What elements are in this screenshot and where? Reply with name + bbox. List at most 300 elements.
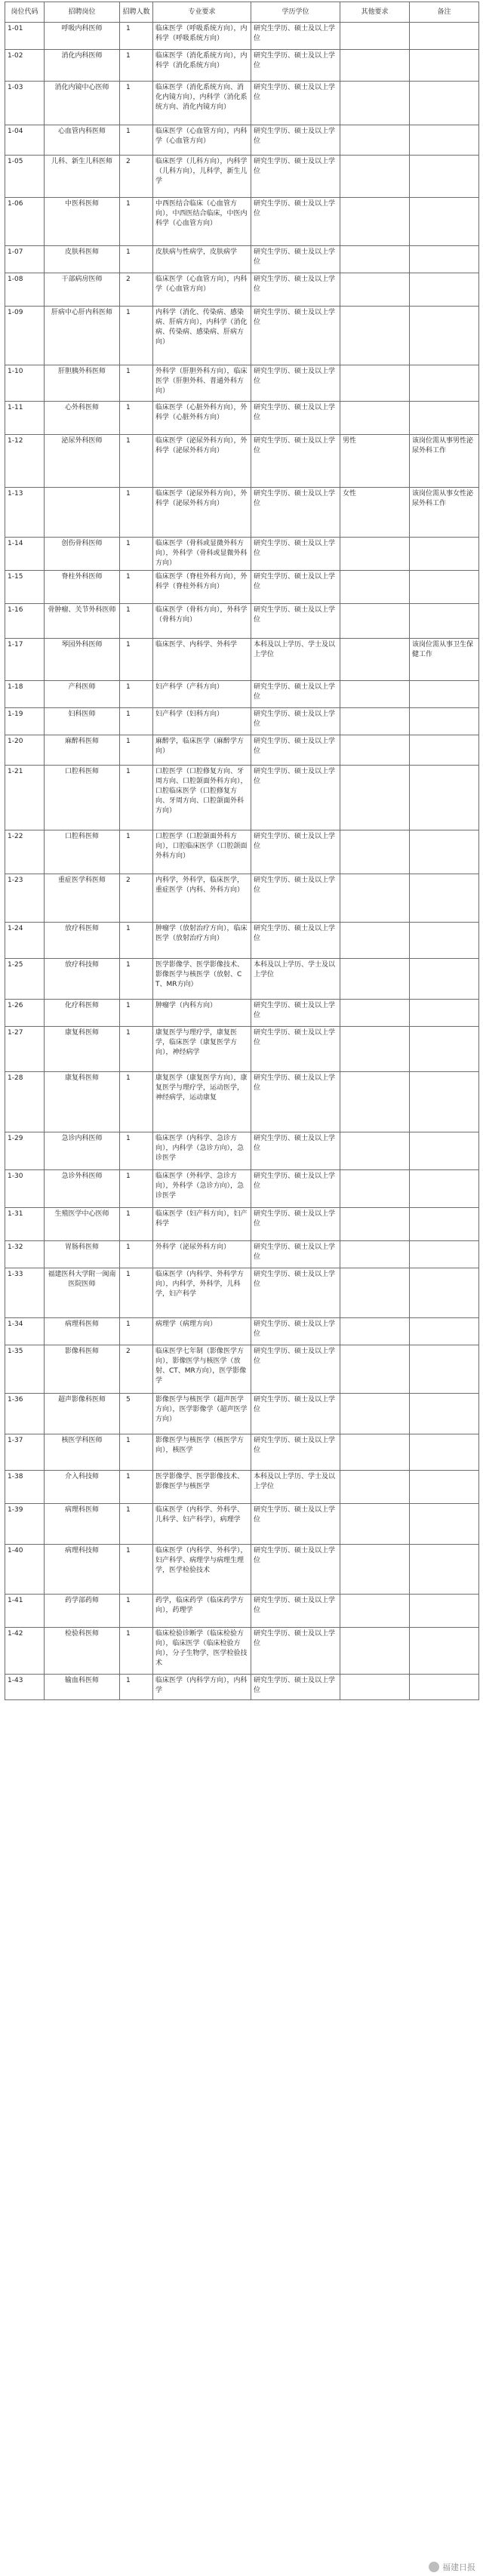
cell-other xyxy=(340,1345,410,1394)
cell-edu: 研究生学历、硕士及以上学位 xyxy=(251,1170,340,1208)
cell-num: 2 xyxy=(120,273,153,307)
cell-note xyxy=(410,23,479,50)
cell-code: 1-35 xyxy=(5,1345,45,1394)
cell-note xyxy=(410,125,479,156)
cell-code: 1-10 xyxy=(5,365,45,402)
cell-num: 1 xyxy=(120,959,153,1000)
cell-note xyxy=(410,1241,479,1268)
cell-edu: 研究生学历、硕士及以上学位 xyxy=(251,1394,340,1434)
cell-major: 临床医学（呼吸系统方向），内科学（呼吸系统方向） xyxy=(153,23,251,50)
cell-major: 临床医学（泌尿外科方向），外科学（泌尿外科方向） xyxy=(153,488,251,538)
cell-major: 临床医学（心脏外科方向），外科学（心脏外科方向） xyxy=(153,402,251,435)
cell-other xyxy=(340,1268,410,1318)
cell-major: 口腔医学（口腔修复方向、牙周方向、口腔颌面外科方向），口腔临床医学（口腔修复方向、牙周方向、口腔颌面外科方向） xyxy=(153,766,251,830)
table-row xyxy=(5,1471,479,1504)
cell-post: 放疗科技师 xyxy=(45,959,120,1000)
cell-code: 1-23 xyxy=(5,874,45,923)
cell-code: 1-43 xyxy=(5,1675,45,1700)
cell-num: 1 xyxy=(120,639,153,681)
cell-other xyxy=(340,307,410,365)
cell-post: 病理科医师 xyxy=(45,1318,120,1345)
cell-code: 1-11 xyxy=(5,402,45,435)
cell-edu: 研究生学历、硕士及以上学位 xyxy=(251,23,340,50)
cell-edu: 本科及以上学历、学士及以上学位 xyxy=(251,959,340,1000)
cell-note xyxy=(410,1268,479,1318)
table-row xyxy=(5,1072,479,1132)
cell-code: 1-28 xyxy=(5,1072,45,1132)
cell-num: 1 xyxy=(120,125,153,156)
cell-other xyxy=(340,571,410,604)
cell-num: 1 xyxy=(120,923,153,959)
cell-num: 1 xyxy=(120,1675,153,1700)
cell-post: 皮肤科医师 xyxy=(45,246,120,273)
cell-other xyxy=(340,1545,410,1595)
cell-note xyxy=(410,923,479,959)
cell-edu: 研究生学历、硕士及以上学位 xyxy=(251,1208,340,1241)
cell-note xyxy=(410,50,479,82)
cell-note xyxy=(410,1208,479,1241)
table-row xyxy=(5,365,479,402)
cell-code: 1-03 xyxy=(5,82,45,125)
table-row xyxy=(5,1545,479,1595)
cell-edu: 研究生学历、硕士及以上学位 xyxy=(251,1434,340,1471)
cell-other xyxy=(340,923,410,959)
cell-post: 重症医学科医师 xyxy=(45,874,120,923)
cell-major: 临床医学（内科学、外科学），妇产科学、病理学与病理生理学，医学检验技术 xyxy=(153,1545,251,1595)
cell-code: 1-40 xyxy=(5,1545,45,1595)
cell-post: 脊柱外科医师 xyxy=(45,571,120,604)
cell-major: 康复医学与理疗学，康复医学，临床医学（康复医学方向），神经病学 xyxy=(153,1027,251,1072)
cell-other xyxy=(340,1208,410,1241)
table-row xyxy=(5,571,479,604)
cell-note xyxy=(410,1000,479,1027)
cell-code: 1-16 xyxy=(5,604,45,639)
cell-code: 1-22 xyxy=(5,830,45,874)
cell-num: 1 xyxy=(120,1471,153,1504)
table-row xyxy=(5,1208,479,1241)
cell-num: 1 xyxy=(120,1170,153,1208)
watermark-text: 福建日报 xyxy=(442,2562,475,2572)
cell-edu: 研究生学历、硕士及以上学位 xyxy=(251,435,340,488)
cell-post: 创伤骨科医师 xyxy=(45,538,120,571)
cell-num: 1 xyxy=(120,604,153,639)
table-row xyxy=(5,1434,479,1471)
cell-post: 检验科医师 xyxy=(45,1628,120,1675)
cell-major: 外科学（泌尿外科方向） xyxy=(153,1241,251,1268)
cell-post: 肝病中心肝内科医师 xyxy=(45,307,120,365)
cell-other xyxy=(340,1434,410,1471)
cell-note xyxy=(410,538,479,571)
cell-post: 心外科医师 xyxy=(45,402,120,435)
cell-other xyxy=(340,708,410,735)
cell-edu: 研究生学历、硕士及以上学位 xyxy=(251,273,340,307)
cell-post: 康复科医师 xyxy=(45,1027,120,1072)
cell-other xyxy=(340,735,410,766)
cell-edu: 研究生学历、硕士及以上学位 xyxy=(251,830,340,874)
cell-post: 超声影像科医师 xyxy=(45,1394,120,1434)
cell-major: 临床医学（内科学方向），内科学 xyxy=(153,1675,251,1700)
cell-code: 1-39 xyxy=(5,1504,45,1545)
cell-note xyxy=(410,1504,479,1545)
cell-num: 1 xyxy=(120,766,153,830)
cell-post: 肝胆胰外科医师 xyxy=(45,365,120,402)
cell-num: 1 xyxy=(120,307,153,365)
table-row xyxy=(5,830,479,874)
cell-edu: 研究生学历、硕士及以上学位 xyxy=(251,1132,340,1170)
cell-note xyxy=(410,1471,479,1504)
cell-code: 1-05 xyxy=(5,156,45,198)
cell-post: 口腔科医师 xyxy=(45,830,120,874)
cell-note xyxy=(410,273,479,307)
cell-post: 中医科医师 xyxy=(45,198,120,246)
cell-note: 该岗位需从事男性泌尿外科工作 xyxy=(410,435,479,488)
cell-other xyxy=(340,874,410,923)
cell-num: 1 xyxy=(120,1000,153,1027)
cell-other xyxy=(340,402,410,435)
cell-other xyxy=(340,246,410,273)
cell-note xyxy=(410,708,479,735)
cell-edu: 研究生学历、硕士及以上学位 xyxy=(251,1675,340,1700)
cell-num: 2 xyxy=(120,874,153,923)
cell-other xyxy=(340,1000,410,1027)
cell-post: 急诊内科医师 xyxy=(45,1132,120,1170)
table-row xyxy=(5,1318,479,1345)
cell-edu: 研究生学历、硕士及以上学位 xyxy=(251,1000,340,1027)
table-row xyxy=(5,307,479,365)
header-major: 专业要求 xyxy=(153,2,251,23)
cell-other xyxy=(340,1318,410,1345)
cell-num: 1 xyxy=(120,1132,153,1170)
table-row xyxy=(5,1000,479,1027)
table-row xyxy=(5,708,479,735)
cell-major: 康复医学（康复医学方向），康复医学与理疗学，运动医学，神经病学，运动康复 xyxy=(153,1072,251,1132)
cell-note xyxy=(410,1072,479,1132)
cell-post: 影像科医师 xyxy=(45,1345,120,1394)
cell-num: 1 xyxy=(120,82,153,125)
header-other: 其他要求 xyxy=(340,2,410,23)
cell-edu: 研究生学历、硕士及以上学位 xyxy=(251,82,340,125)
cell-num: 1 xyxy=(120,1434,153,1471)
cell-edu: 研究生学历、硕士及以上学位 xyxy=(251,402,340,435)
cell-code: 1-25 xyxy=(5,959,45,1000)
cell-num: 2 xyxy=(120,156,153,198)
cell-edu: 研究生学历、硕士及以上学位 xyxy=(251,246,340,273)
wechat-logo-icon xyxy=(429,2562,439,2572)
cell-num: 1 xyxy=(120,538,153,571)
cell-other xyxy=(340,639,410,681)
cell-edu: 研究生学历、硕士及以上学位 xyxy=(251,1628,340,1675)
cell-code: 1-13 xyxy=(5,488,45,538)
cell-post: 药学部药师 xyxy=(45,1595,120,1628)
cell-edu: 研究生学历、硕士及以上学位 xyxy=(251,708,340,735)
cell-other xyxy=(340,604,410,639)
table-row xyxy=(5,1132,479,1170)
cell-major: 医学影像学、医学影像技术、影像医学与核医学（放射、CT、MR方向） xyxy=(153,959,251,1000)
cell-num: 1 xyxy=(120,1545,153,1595)
table-row xyxy=(5,959,479,1000)
cell-note: 该岗位需从事卫生保健工作 xyxy=(410,639,479,681)
cell-other xyxy=(340,1471,410,1504)
cell-num: 1 xyxy=(120,50,153,82)
table-row xyxy=(5,874,479,923)
table-row xyxy=(5,1268,479,1318)
cell-code: 1-06 xyxy=(5,198,45,246)
cell-note xyxy=(410,402,479,435)
table-row xyxy=(5,766,479,830)
cell-code: 1-20 xyxy=(5,735,45,766)
cell-post: 麻醉科医师 xyxy=(45,735,120,766)
cell-major: 临床医学（内科学、外科学、儿科学、妇产科学），病理学 xyxy=(153,1504,251,1545)
cell-code: 1-27 xyxy=(5,1027,45,1072)
table-row xyxy=(5,23,479,50)
cell-post: 介入科技师 xyxy=(45,1471,120,1504)
cell-num: 1 xyxy=(120,402,153,435)
cell-other xyxy=(340,1504,410,1545)
cell-other xyxy=(340,82,410,125)
cell-post: 输血科医师 xyxy=(45,1675,120,1700)
cell-other xyxy=(340,766,410,830)
cell-edu: 研究生学历、硕士及以上学位 xyxy=(251,1072,340,1132)
cell-note xyxy=(410,735,479,766)
cell-num: 1 xyxy=(120,435,153,488)
table-row xyxy=(5,273,479,307)
cell-post: 心血管内科医师 xyxy=(45,125,120,156)
cell-code: 1-18 xyxy=(5,681,45,708)
cell-num: 1 xyxy=(120,735,153,766)
cell-code: 1-07 xyxy=(5,246,45,273)
cell-edu: 研究生学历、硕士及以上学位 xyxy=(251,1545,340,1595)
cell-num: 1 xyxy=(120,1241,153,1268)
table-row xyxy=(5,82,479,125)
cell-code: 1-08 xyxy=(5,273,45,307)
cell-major: 外科学（肝胆外科方向），临床医学（肝胆外科、普通外科方向） xyxy=(153,365,251,402)
cell-note xyxy=(410,365,479,402)
cell-major: 药学，临床药学（临床药学方向），药理学 xyxy=(153,1595,251,1628)
cell-edu: 研究生学历、硕士及以上学位 xyxy=(251,1504,340,1545)
cell-major: 临床医学（儿科方向），内科学（儿科方向），儿科学，新生儿学 xyxy=(153,156,251,198)
cell-other xyxy=(340,1394,410,1434)
cell-major: 临床医学（骨科方向），外科学（骨科方向） xyxy=(153,604,251,639)
table-row xyxy=(5,1241,479,1268)
cell-post: 干部病房医师 xyxy=(45,273,120,307)
cell-major: 内科学，外科学，临床医学，重症医学（内科、外科方向） xyxy=(153,874,251,923)
cell-edu: 研究生学历、硕士及以上学位 xyxy=(251,735,340,766)
cell-code: 1-24 xyxy=(5,923,45,959)
cell-other xyxy=(340,125,410,156)
cell-num: 1 xyxy=(120,1318,153,1345)
cell-num: 1 xyxy=(120,1628,153,1675)
table-row xyxy=(5,156,479,198)
cell-code: 1-01 xyxy=(5,23,45,50)
cell-edu: 研究生学历、硕士及以上学位 xyxy=(251,307,340,365)
cell-post: 病理科医师 xyxy=(45,1504,120,1545)
recruitment-table xyxy=(5,2,479,1700)
cell-note xyxy=(410,766,479,830)
cell-major: 妇产科学（产科方向） xyxy=(153,681,251,708)
cell-post: 化疗科医师 xyxy=(45,1000,120,1027)
cell-major: 肿瘤学（内科方向） xyxy=(153,1000,251,1027)
cell-edu: 研究生学历、硕士及以上学位 xyxy=(251,538,340,571)
cell-num: 1 xyxy=(120,488,153,538)
cell-note xyxy=(410,198,479,246)
cell-edu: 研究生学历、硕士及以上学位 xyxy=(251,923,340,959)
cell-code: 1-33 xyxy=(5,1268,45,1318)
cell-other xyxy=(340,1628,410,1675)
cell-major: 临床医学、内科学、外科学 xyxy=(153,639,251,681)
cell-note xyxy=(410,1394,479,1434)
cell-note xyxy=(410,1434,479,1471)
cell-note xyxy=(410,1132,479,1170)
cell-edu: 研究生学历、硕士及以上学位 xyxy=(251,604,340,639)
header-hire-count: 招聘人数 xyxy=(120,2,153,23)
cell-note xyxy=(410,246,479,273)
table-row xyxy=(5,538,479,571)
cell-post: 核医学科医师 xyxy=(45,1434,120,1471)
table-row xyxy=(5,1628,479,1675)
cell-code: 1-37 xyxy=(5,1434,45,1471)
cell-major: 临床医学（脊柱外科方向），外科学（脊柱外科方向） xyxy=(153,571,251,604)
table-row xyxy=(5,198,479,246)
cell-post: 福建医科大学附一闽南医院医师 xyxy=(45,1268,120,1318)
cell-major: 临床医学七年制（影像医学方向），影像医学与核医学（放射、CT、MR方向），医学影像学 xyxy=(153,1345,251,1394)
cell-num: 1 xyxy=(120,365,153,402)
table-row xyxy=(5,735,479,766)
cell-note xyxy=(410,959,479,1000)
cell-other xyxy=(340,681,410,708)
cell-note: 该岗位需从事女性泌尿外科工作 xyxy=(410,488,479,538)
cell-other: 女性 xyxy=(340,488,410,538)
table-row xyxy=(5,402,479,435)
cell-edu: 研究生学历、硕士及以上学位 xyxy=(251,766,340,830)
cell-major: 临床医学（内科学、急诊方向），内科学（急诊方向），急诊医学 xyxy=(153,1132,251,1170)
cell-post: 康复科医师 xyxy=(45,1072,120,1132)
table-row xyxy=(5,125,479,156)
cell-code: 1-12 xyxy=(5,435,45,488)
cell-post: 放疗科医师 xyxy=(45,923,120,959)
cell-code: 1-19 xyxy=(5,708,45,735)
table-row xyxy=(5,1675,479,1700)
table-row xyxy=(5,681,479,708)
cell-post: 生殖医学中心医师 xyxy=(45,1208,120,1241)
cell-major: 影像医学与核医学（核医学方向），核医学 xyxy=(153,1434,251,1471)
cell-edu: 本科及以上学历、学士及以上学位 xyxy=(251,1471,340,1504)
cell-major: 临床医学（心血管方向），内科学（心血管方向） xyxy=(153,273,251,307)
cell-other xyxy=(340,156,410,198)
cell-edu: 研究生学历、硕士及以上学位 xyxy=(251,365,340,402)
cell-edu: 研究生学历、硕士及以上学位 xyxy=(251,1027,340,1072)
cell-major: 麻醉学，临床医学（麻醉学方向） xyxy=(153,735,251,766)
cell-major: 影像医学与核医学（超声医学方向），医学影像学（超声医学方向） xyxy=(153,1394,251,1434)
cell-note xyxy=(410,1675,479,1700)
cell-post: 产科医师 xyxy=(45,681,120,708)
cell-code: 1-42 xyxy=(5,1628,45,1675)
cell-note xyxy=(410,156,479,198)
table-body xyxy=(5,23,479,1700)
cell-other xyxy=(340,23,410,50)
cell-major: 临床医学（心血管方向），内科学（心血管方向） xyxy=(153,125,251,156)
cell-major: 病理学（病理方向） xyxy=(153,1318,251,1345)
recruitment-table-sheet xyxy=(5,2,478,1700)
header-post-code: 岗位代码 xyxy=(5,2,45,23)
cell-major: 医学影像学、医学影像技术、影像医学与核医学 xyxy=(153,1471,251,1504)
cell-num: 2 xyxy=(120,1345,153,1394)
cell-post: 消化内镜中心医师 xyxy=(45,82,120,125)
cell-code: 1-36 xyxy=(5,1394,45,1434)
cell-num: 1 xyxy=(120,708,153,735)
header-note: 备注 xyxy=(410,2,479,23)
table-header-row xyxy=(5,2,479,23)
cell-major: 中西医结合临床（心血管方向），中西医结合临床，中医内科学（心血管方向） xyxy=(153,198,251,246)
table-row xyxy=(5,1345,479,1394)
cell-other xyxy=(340,830,410,874)
table-row xyxy=(5,639,479,681)
cell-num: 1 xyxy=(120,1504,153,1545)
cell-major: 临床医学（泌尿外科方向），外科学（泌尿外科方向） xyxy=(153,435,251,488)
cell-code: 1-14 xyxy=(5,538,45,571)
cell-other xyxy=(340,50,410,82)
cell-edu: 研究生学历、硕士及以上学位 xyxy=(251,1345,340,1394)
cell-num: 1 xyxy=(120,1027,153,1072)
cell-num: 5 xyxy=(120,1394,153,1434)
cell-major: 临床医学（妇产科方向），妇产科学 xyxy=(153,1208,251,1241)
cell-post: 病理科技师 xyxy=(45,1545,120,1595)
table-row xyxy=(5,1394,479,1434)
cell-edu: 研究生学历、硕士及以上学位 xyxy=(251,681,340,708)
cell-code: 1-31 xyxy=(5,1208,45,1241)
cell-other xyxy=(340,198,410,246)
header-education: 学历学位 xyxy=(251,2,340,23)
cell-note xyxy=(410,1170,479,1208)
table-row xyxy=(5,50,479,82)
table-row xyxy=(5,1027,479,1072)
cell-edu: 研究生学历、硕士及以上学位 xyxy=(251,198,340,246)
cell-major: 皮肤病与性病学，皮肤病学 xyxy=(153,246,251,273)
cell-other xyxy=(340,1241,410,1268)
cell-code: 1-15 xyxy=(5,571,45,604)
cell-major: 临床检验诊断学（临床检验方向），临床医学（临床检验方向），分子生物学，医学检验技术 xyxy=(153,1628,251,1675)
cell-num: 1 xyxy=(120,246,153,273)
cell-other xyxy=(340,1170,410,1208)
cell-code: 1-26 xyxy=(5,1000,45,1027)
cell-num: 1 xyxy=(120,681,153,708)
cell-code: 1-34 xyxy=(5,1318,45,1345)
cell-post: 呼吸内科医师 xyxy=(45,23,120,50)
cell-edu: 研究生学历、硕士及以上学位 xyxy=(251,156,340,198)
cell-edu: 研究生学历、硕士及以上学位 xyxy=(251,1595,340,1628)
table-row xyxy=(5,1170,479,1208)
cell-post: 泌尿外科医师 xyxy=(45,435,120,488)
cell-post: 妇科医师 xyxy=(45,708,120,735)
cell-code: 1-02 xyxy=(5,50,45,82)
table-row xyxy=(5,1595,479,1628)
cell-edu: 研究生学历、硕士及以上学位 xyxy=(251,125,340,156)
cell-major: 肿瘤学（放射治疗方向），临床医学（放射治疗方向） xyxy=(153,923,251,959)
cell-other xyxy=(340,1072,410,1132)
cell-edu: 研究生学历、硕士及以上学位 xyxy=(251,1268,340,1318)
cell-major: 临床医学（外科学、急诊方向），外科学（急诊方向），急诊医学 xyxy=(153,1170,251,1208)
cell-other xyxy=(340,1595,410,1628)
cell-post: 琴园外科医师 xyxy=(45,639,120,681)
cell-post: 胃肠科医师 xyxy=(45,1241,120,1268)
cell-num: 1 xyxy=(120,830,153,874)
cell-major: 临床医学（消化系统方向、消化内镜方向），内科学（消化系统方向、消化内镜方向） xyxy=(153,82,251,125)
table-row xyxy=(5,488,479,538)
header-post-name: 招聘岗位 xyxy=(45,2,120,23)
cell-note xyxy=(410,1027,479,1072)
cell-post: 骨肿瘤、关节外科医师 xyxy=(45,604,120,639)
cell-post xyxy=(45,488,120,538)
cell-edu: 研究生学历、硕士及以上学位 xyxy=(251,50,340,82)
